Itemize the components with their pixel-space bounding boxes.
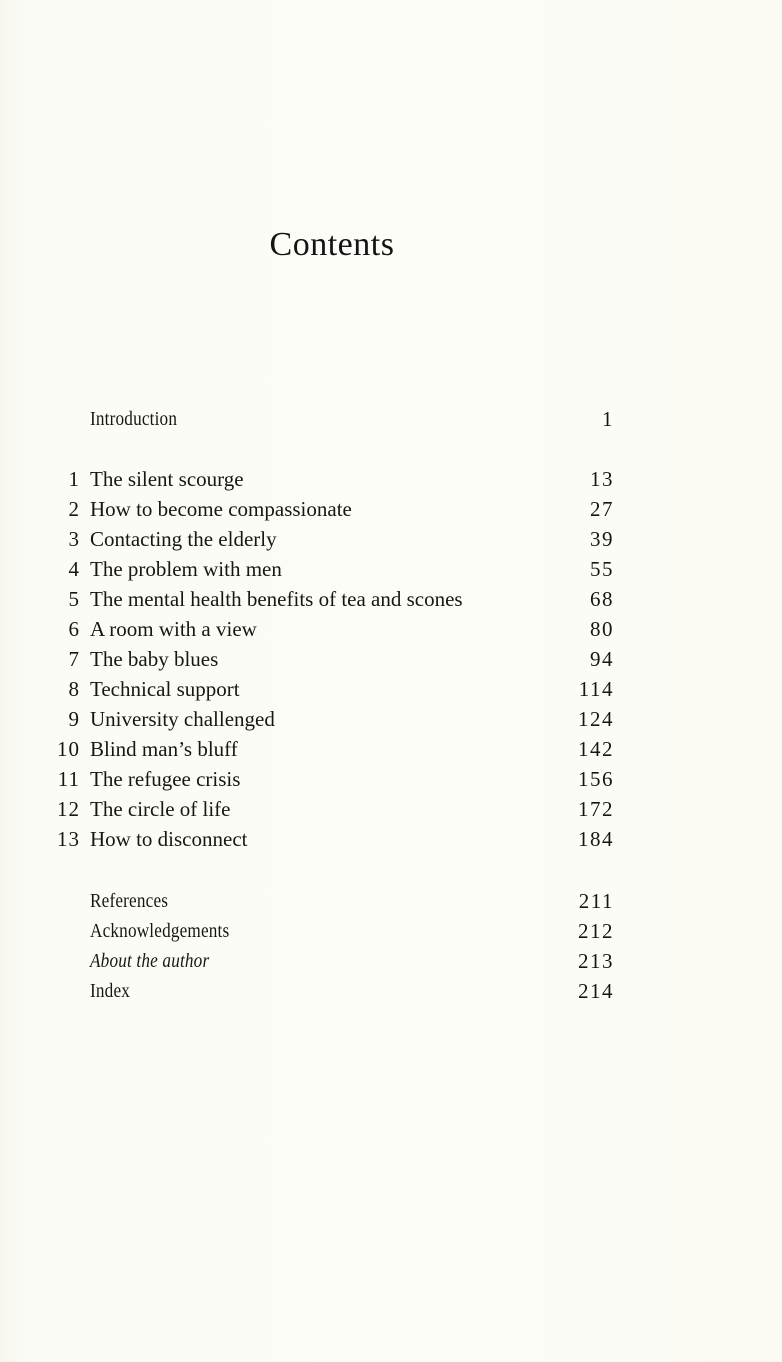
toc-row-introduction — [0, 404, 782, 434]
toc-label: Index — [90, 980, 131, 1002]
chapter-number: 10 — [57, 737, 80, 761]
toc-page-number: 39 — [590, 527, 614, 551]
toc-page-number: 94 — [590, 647, 614, 671]
toc-page-number: 184 — [578, 827, 614, 851]
toc-row-chapter — [0, 644, 782, 674]
toc-label: References — [90, 890, 169, 912]
chapter-number: 6 — [68, 617, 80, 641]
toc-page-number: 13 — [590, 467, 614, 491]
toc-row-about-author — [0, 946, 782, 976]
chapter-number: 13 — [57, 827, 80, 851]
chapter-title: The problem with men — [90, 557, 282, 581]
toc-row-chapter — [0, 734, 782, 764]
chapter-title: Technical support — [90, 677, 240, 701]
chapter-title: The circle of life — [90, 797, 231, 821]
toc-row-chapter — [0, 584, 782, 614]
toc-page-number: 55 — [590, 557, 614, 581]
chapter-number: 4 — [68, 557, 80, 581]
chapter-title: University challenged — [90, 707, 275, 731]
toc-page-number: 80 — [590, 617, 614, 641]
chapter-title: How to disconnect — [90, 827, 248, 851]
chapter-number: 9 — [68, 707, 80, 731]
toc-row-chapter — [0, 794, 782, 824]
chapter-number: 11 — [57, 767, 80, 791]
toc-row-chapter — [0, 824, 782, 854]
chapter-number: 2 — [68, 497, 80, 521]
toc-row-chapter — [0, 524, 782, 554]
toc-row-chapter — [0, 764, 782, 794]
toc-page-number: 27 — [590, 497, 614, 521]
toc-page-number: 212 — [578, 919, 614, 943]
chapter-number: 3 — [68, 527, 80, 551]
toc-row-chapter — [0, 674, 782, 704]
toc-page-number: 213 — [578, 949, 614, 973]
toc-page-number: 124 — [578, 707, 614, 731]
toc-row-chapter — [0, 614, 782, 644]
page-title: Contents — [269, 226, 395, 263]
chapter-title: A room with a view — [90, 617, 257, 641]
chapter-number: 1 — [68, 467, 80, 491]
chapter-title: The mental health benefits of tea and scones — [90, 587, 463, 611]
toc-page-number: 211 — [578, 889, 614, 913]
chapter-number: 8 — [68, 677, 80, 701]
chapter-title: The baby blues — [90, 647, 219, 671]
toc-label: About the author — [90, 950, 210, 972]
toc-page-number: 1 — [602, 407, 614, 431]
chapter-title: The refugee crisis — [90, 767, 241, 791]
toc-row-chapter — [0, 464, 782, 494]
toc-page-number: 114 — [578, 677, 614, 701]
toc-page-number: 156 — [578, 767, 614, 791]
toc-page-number: 172 — [578, 797, 614, 821]
toc-label: Acknowledgements — [90, 920, 230, 942]
toc-page-number: 214 — [578, 979, 614, 1003]
chapter-title: How to become compassionate — [90, 497, 352, 521]
toc-row-chapter — [0, 704, 782, 734]
toc-row-index — [0, 976, 782, 1006]
toc-row-references — [0, 886, 782, 916]
toc-row-chapter — [0, 554, 782, 584]
chapter-title: The silent scourge — [90, 467, 244, 491]
chapter-number: 5 — [68, 587, 80, 611]
toc-label: Introduction — [90, 408, 178, 430]
chapter-title: Contacting the elderly — [90, 527, 277, 551]
toc-row-acknowledgements — [0, 916, 782, 946]
toc-page-number: 68 — [590, 587, 614, 611]
toc-row-chapter — [0, 494, 782, 524]
chapter-title: Blind man’s bluff — [90, 737, 238, 761]
chapter-number: 7 — [68, 647, 80, 671]
toc-page-number: 142 — [578, 737, 614, 761]
chapter-number: 12 — [57, 797, 80, 821]
